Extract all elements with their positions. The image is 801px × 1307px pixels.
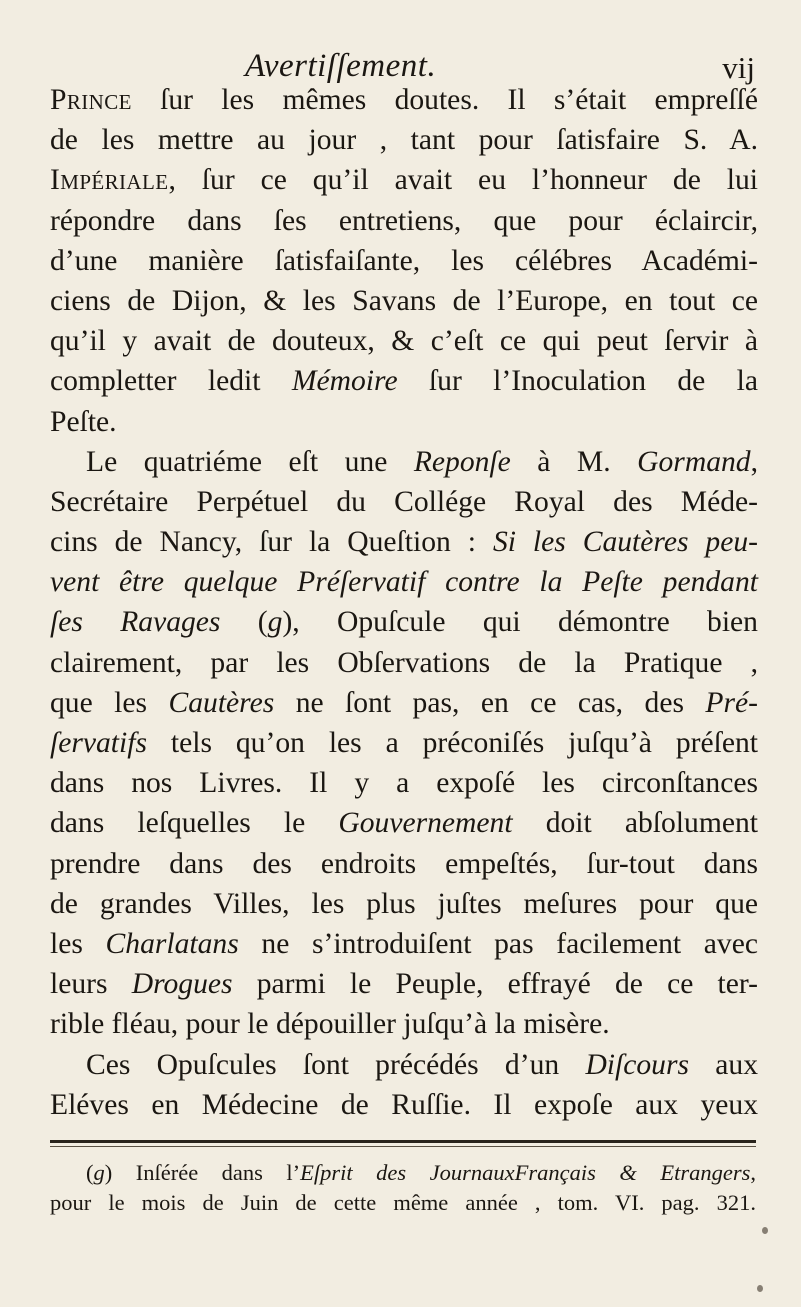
text-line: rible fléau, pour le dépouiller juſqu’à la misère. [50,1008,610,1041]
text-line: prendre dans des endroits empeſtés, ſur-tout dans [50,847,758,880]
text-line: completter ledit Mémoire ſur l’Inoculation de la [50,365,758,398]
footnote-rule [50,1140,756,1143]
page-number: vij [722,50,755,85]
text-line: les Charlatans ne s’introduiſent pas facilement avec [50,927,758,960]
text-line: qu’il y avait de douteux, & c’eſt ce qui peut ſervir à [50,325,758,358]
text-line: Le quatriéme eſt une Reponſe à M. Gormand, [86,445,758,478]
text-line: de les mettre au jour , tant pour ſatisfaire S. A. [50,124,758,157]
ink-speck [757,1285,763,1292]
running-title: Avertiſſement. [245,48,437,84]
text-line: clairement, par les Obſervations de la Pratique , [50,646,758,679]
text-line: dans nos Livres. Il y a expoſé les circonſtances [50,767,758,800]
text-line: que les Cautères ne ſont pas, en ce cas, des Pré- [50,686,758,719]
text-line: cins de Nancy, ſur la Queſtion : Si les Cautères peu- [50,526,759,559]
text-line: d’une manière ſatisfaiſante, les célébres Académi- [50,244,758,277]
footnote-line: pour le mois de Juin de cette même année , tom. VI. pag. 321. [50,1190,756,1215]
text-line: Prince ſur les mêmes doutes. Il s’était empreſſé [50,84,758,116]
text-line: Eléves en Médecine de Ruſſie. Il expoſe aux yeux [50,1088,758,1121]
text-line: répondre dans ſes entretiens, que pour éclaircir, [50,204,758,237]
footnote-rule-thin [50,1146,756,1147]
footnote-line: (g) Inſérée dans l’Eſprit des JournauxFrançais & Etrangers, [86,1160,756,1185]
text-line: dans leſquelles le Gouvernement doit abſolument [50,807,758,840]
text-line: Ces Opuſcules ſont précédés d’un Diſcours aux [86,1048,758,1081]
text-line: Secrétaire Perpétuel du Collége Royal des Méde- [50,485,758,518]
text-line: ſervatifs tels qu’on les a préconiſés juſqu’à préſent [50,727,758,759]
footnote [50,1158,756,1218]
body-text [50,80,758,1125]
text-line: vent être quelque Préſervatif contre la Peſte pendant [50,566,758,599]
text-line: leurs Drogues parmi le Peuple, effrayé de ce ter- [50,968,758,1001]
text-line: ciens de Dijon, & les Savans de l’Europe, en tout ce [50,284,758,317]
text-line: ſes Ravages (g), Opuſcule qui démontre bien [50,606,758,639]
text-line: Impériale, ſur ce qu’il avait eu l’honneur de lui [50,164,758,197]
text-line: Peſte. [50,405,117,438]
ink-speck [762,1227,768,1234]
text-line: de grandes Villes, les plus juſtes meſures pour que [50,887,758,920]
